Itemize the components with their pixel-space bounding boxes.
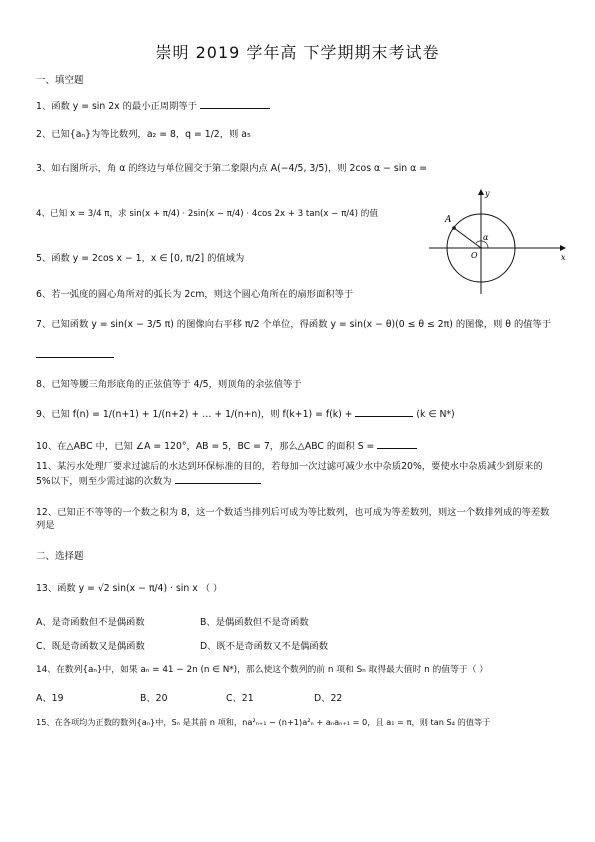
terminal-side xyxy=(454,228,481,248)
question-8 xyxy=(36,378,302,391)
question-11-text: 11、某污水处理厂要求过滤后的水达到环保标准的目的，若每加一次过滤可减少水中杂质20%，要使水中杂质减少到原来的5%以下，则至少需过滤的次数为 xyxy=(36,461,543,487)
question-9-text: 9、已知 f(n) = 1/(n+1) + 1/(n+2) + … + 1/(n+n)，则 f(k+1) = f(k) + xyxy=(36,409,353,420)
question-12-text: 12、已知正不等等的一个数之积为 8，这一个数适当排列后可成为等比数列，也可成为等差数列，则这一个数排列成的等差数列是 xyxy=(36,507,550,531)
point-a-label: A xyxy=(445,215,452,225)
question-5 xyxy=(36,252,244,265)
question-14 xyxy=(36,664,488,677)
question-11 xyxy=(36,460,556,488)
q14-option-c[interactable]: C、21 xyxy=(226,693,254,704)
answer-blank-10[interactable] xyxy=(377,438,417,449)
question-1-text: 1、函数 y = sin 2x 的最小正周期等于 xyxy=(36,101,197,112)
question-6-text: 6、若一弧度的圆心角所对的弧长为 2cm，则这个圆心角所在的扇形面积等于 xyxy=(36,289,354,300)
unit-circle-figure xyxy=(425,186,570,296)
y-axis-label: y xyxy=(485,189,490,198)
q14-option-b[interactable]: B、20 xyxy=(140,693,168,704)
question-7 xyxy=(36,318,556,362)
question-14-text: 14、在数列{aₙ}中，如果 aₙ = 41 − 2n (n ∈ N*)，那么使这个数列的前 n 项和 Sₙ 取得最大值时 n 的值等于（ ） xyxy=(36,665,489,675)
question-5-text: 5、函数 y = 2cos x − 1，x ∈ [0, π/2] 的值域为 xyxy=(36,253,245,264)
question-15 xyxy=(36,716,490,729)
question-9-suffix: (k ∈ N*) xyxy=(416,409,455,420)
question-8-text: 8、已知等腰三角形底角的正弦值等于 4/5，则顶角的余弦值等于 xyxy=(36,379,302,390)
question-4 xyxy=(36,208,378,221)
angle-label: α xyxy=(483,233,489,242)
answer-blank-9[interactable] xyxy=(355,406,413,417)
q14-option-d[interactable]: D、22 xyxy=(314,693,343,704)
question-10 xyxy=(36,438,417,453)
q13-option-b[interactable]: B、是偶函数但不是奇函数 xyxy=(200,617,309,628)
page-title: 崇明 2019 学年高 下学期期末考试卷 xyxy=(155,43,440,62)
x-axis-label: x xyxy=(561,253,566,262)
section-fill-in-heading: 一、填空题 xyxy=(36,75,84,86)
question-7-text: 7、已知函数 y = sin(x − 3/5 π) 的图像向右平移 π/2 个单位，得函数 y = sin(x − θ)(0 ≤ θ ≤ 2π) 的图像，则 θ 的值等于 xyxy=(36,319,552,330)
point-a-dot xyxy=(452,226,456,230)
question-13-paren[interactable]: （ ） xyxy=(200,583,223,594)
question-2-text: 2、已知{aₙ}为等比数列，a₂ = 8，q = 1/2，则 a₅ xyxy=(36,129,251,140)
origin-label: O xyxy=(471,251,478,260)
q13-option-c[interactable]: C、既是奇函数又是偶函数 xyxy=(36,641,145,652)
question-12 xyxy=(36,506,556,532)
question-4-text: 4、已知 x = 3/4 π，求 sin(x + π/4) · 2sin(x − π/4) · 4cos 2x + 3 tan(x − π/4) 的值 xyxy=(36,209,378,219)
answer-blank-1[interactable] xyxy=(200,98,270,109)
question-10-text: 10、在△ABC 中，已知 ∠A = 120°，AB = 5，BC = 7，那么△ABC 的面积 S = xyxy=(36,441,375,452)
question-13 xyxy=(36,582,222,595)
q14-option-a[interactable]: A、19 xyxy=(36,693,64,704)
question-6 xyxy=(36,288,353,301)
question-1 xyxy=(36,98,270,113)
question-3 xyxy=(36,162,427,175)
q13-option-d[interactable]: D、既不是奇函数又不是偶函数 xyxy=(200,641,329,652)
question-15-text: 15、在各项均为正数的数列{aₙ}中，Sₙ 是其前 n 项和，na²ₙ₊₁ − (n+1)a²ₙ + aₙaₙ₊₁ = 0，且 a₁ = π，则 tan S₄ 的值等于 xyxy=(36,717,491,727)
section-choice-heading: 二、选择题 xyxy=(36,551,84,562)
q13-option-a[interactable]: A、是奇函数但不是偶函数 xyxy=(36,617,145,628)
question-13-text: 13、函数 y = √2 sin(x − π/4) · sin x xyxy=(36,583,198,594)
answer-blank-11[interactable] xyxy=(175,473,261,484)
question-3-text: 3、如右图所示，角 α 的终边与单位圆交于第二象限内点 A(−4/5, 3/5)，则 2cos α − sin α = xyxy=(36,163,428,174)
question-2 xyxy=(36,128,251,141)
answer-blank-7[interactable] xyxy=(36,347,114,358)
question-9 xyxy=(36,406,455,421)
